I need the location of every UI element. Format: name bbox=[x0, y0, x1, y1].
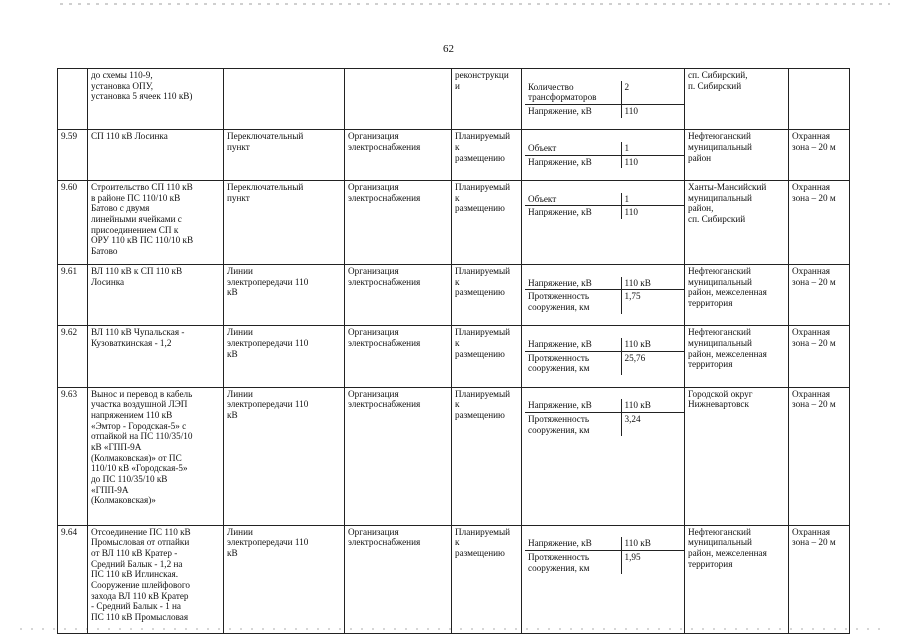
row-number: 9.64 bbox=[58, 525, 88, 633]
protection-zone: Охранная зона – 20 м bbox=[789, 525, 850, 633]
row-number: 9.59 bbox=[58, 130, 88, 181]
object-type: Линии электропередачи 110 кВ bbox=[224, 525, 345, 633]
protection-zone: Охранная зона – 20 м bbox=[789, 387, 850, 525]
object-name: Вынос и перевод в кабель участка воздушной ЛЭП напряжением 110 кВ «Эмтор - Городская-5» с отпайкой на ПС 110/35/10 кВ «ГПП-9А (Колмаковская)» от ПС 110/10 кВ «Городская-5» до ПС 110/35/10 кВ «ГПП-9А (Колмаковская)» bbox=[88, 387, 224, 525]
param-value: 110 кВ bbox=[621, 277, 685, 290]
object-location: сп. Сибирский, п. Сибирский bbox=[685, 69, 789, 130]
object-location: Нефтеюганский муниципальный район, межселенная территория bbox=[685, 525, 789, 633]
object-location: Ханты-Мансийский муниципальный район, сп. Сибирский bbox=[685, 181, 789, 265]
object-purpose: Организация электроснабжения bbox=[345, 525, 452, 633]
object-params bbox=[522, 326, 685, 387]
object-location: Нефтеюганский муниципальный район bbox=[685, 130, 789, 181]
row-number: 9.63 bbox=[58, 387, 88, 525]
protection-zone: Охранная зона – 20 м bbox=[789, 265, 850, 326]
object-type: Линии электропередачи 110 кВ bbox=[224, 326, 345, 387]
row-number: 9.61 bbox=[58, 265, 88, 326]
object-name: Строительство СП 110 кВ в районе ПС 110/10 кВ Батово с двумя линейными ячейками с присоединением СП к ОРУ 110 кВ ПС 110/10 кВ Батово bbox=[88, 181, 224, 265]
object-purpose: Организация электроснабжения bbox=[345, 265, 452, 326]
object-purpose bbox=[345, 69, 452, 130]
object-params bbox=[522, 130, 685, 181]
param-value: 25,76 bbox=[621, 351, 685, 375]
object-location: Нефтеюганский муниципальный район, межселенная территория bbox=[685, 326, 789, 387]
param-value: 110 кВ bbox=[621, 399, 685, 412]
objects-table bbox=[57, 68, 850, 634]
param-label: Напряжение, кВ bbox=[528, 106, 592, 117]
object-name: Отсоединение ПС 110 кВ Промысловая от отпайки от ВЛ 110 кВ Кратер - Средний Балык - 1,2 на ПС 110 кВ Иглинская. Сооружение шлейфового захода ВЛ 110 кВ Кратер - Средний Балык - 1 на ПС 110 кВ Промысловая bbox=[88, 525, 224, 633]
param-label: Напряжение, кВ bbox=[525, 277, 621, 290]
param-value: 2 bbox=[621, 81, 685, 105]
object-purpose: Организация электроснабжения bbox=[345, 326, 452, 387]
param-value: 110 кВ bbox=[621, 537, 685, 550]
object-params bbox=[522, 181, 685, 265]
table-row bbox=[58, 69, 850, 130]
param-value: 110 bbox=[621, 206, 685, 219]
param-label: Напряжение, кВ bbox=[525, 399, 621, 412]
object-type: Переключательный пункт bbox=[224, 181, 345, 265]
table-row bbox=[58, 387, 850, 525]
object-status: Планируемый к размещению bbox=[452, 181, 522, 265]
param-label: Протяженность сооружения, км bbox=[528, 352, 590, 374]
param-label: Протяженность сооружения, км bbox=[528, 291, 590, 313]
param-label: Объект bbox=[525, 142, 621, 155]
object-status: Планируемый к размещению bbox=[452, 265, 522, 326]
object-purpose: Организация электроснабжения bbox=[345, 130, 452, 181]
object-type: Линии электропередачи 110 кВ bbox=[224, 387, 345, 525]
object-location: Нефтеюганский муниципальный район, межселенная территория bbox=[685, 265, 789, 326]
param-label: Объект bbox=[525, 193, 621, 206]
param-label: Протяженность сооружения, км bbox=[528, 552, 590, 573]
table-row bbox=[58, 265, 850, 326]
protection-zone: Охранная зона – 20 м bbox=[789, 181, 850, 265]
param-value: 110 кВ bbox=[621, 338, 685, 351]
page-number: 62 bbox=[443, 43, 454, 55]
table-row bbox=[58, 326, 850, 387]
param-label: Напряжение, кВ bbox=[528, 207, 592, 218]
row-number: 9.60 bbox=[58, 181, 88, 265]
object-type: Переключательный пункт bbox=[224, 130, 345, 181]
param-value: 3,24 bbox=[621, 413, 685, 437]
object-status: реконструкци и bbox=[452, 69, 522, 130]
param-label: Количество трансформаторов bbox=[525, 81, 621, 105]
object-params bbox=[522, 387, 685, 525]
object-name: ВЛ 110 кВ к СП 110 кВ Лосинка bbox=[88, 265, 224, 326]
param-label: Протяженность сооружения, км bbox=[528, 414, 590, 435]
param-value: 1 bbox=[621, 142, 685, 155]
object-params bbox=[522, 69, 685, 130]
param-value: 1,75 bbox=[621, 290, 685, 314]
param-value: 110 bbox=[621, 105, 685, 118]
scan-artifact-top bbox=[60, 3, 890, 5]
param-value: 1 bbox=[621, 193, 685, 206]
table-row bbox=[58, 525, 850, 633]
protection-zone: Охранная зона – 20 м bbox=[789, 326, 850, 387]
object-params bbox=[522, 525, 685, 633]
table-row bbox=[58, 181, 850, 265]
object-status: Планируемый к размещению bbox=[452, 525, 522, 633]
object-type: Линии электропередачи 110 кВ bbox=[224, 265, 345, 326]
object-purpose: Организация электроснабжения bbox=[345, 387, 452, 525]
table-row bbox=[58, 130, 850, 181]
object-name: до схемы 110-9, установка ОПУ, установка 5 ячеек 110 кВ) bbox=[88, 69, 224, 130]
object-purpose: Организация электроснабжения bbox=[345, 181, 452, 265]
protection-zone bbox=[789, 69, 850, 130]
object-status: Планируемый к размещению bbox=[452, 130, 522, 181]
row-number bbox=[58, 69, 88, 130]
object-name: ВЛ 110 кВ Чупальская - Кузоваткинская - 1,2 bbox=[88, 326, 224, 387]
object-type bbox=[224, 69, 345, 130]
row-number: 9.62 bbox=[58, 326, 88, 387]
object-name: СП 110 кВ Лосинка bbox=[88, 130, 224, 181]
param-label: Напряжение, кВ bbox=[528, 156, 592, 167]
param-label: Напряжение, кВ bbox=[525, 537, 621, 550]
param-label: Напряжение, кВ bbox=[525, 338, 621, 351]
object-status: Планируемый к размещению bbox=[452, 387, 522, 525]
object-status: Планируемый к размещению bbox=[452, 326, 522, 387]
object-params bbox=[522, 265, 685, 326]
param-value: 110 bbox=[621, 155, 685, 168]
protection-zone: Охранная зона – 20 м bbox=[789, 130, 850, 181]
param-value: 1,95 bbox=[621, 551, 685, 575]
object-location: Городской округ Нижневартовск bbox=[685, 387, 789, 525]
